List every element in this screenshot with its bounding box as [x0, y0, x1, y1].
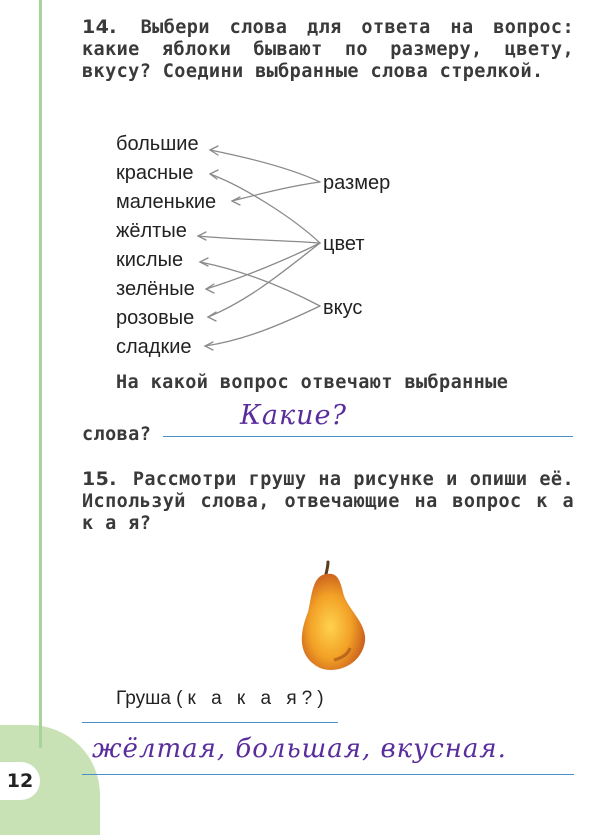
- arrowhead-zelenye: [206, 284, 214, 293]
- answer-line-15b: [82, 774, 574, 775]
- arrow-tsvet-zelenye: [206, 243, 320, 289]
- category-tsvet: цвет: [323, 233, 365, 255]
- arrowhead-kislye: [200, 258, 208, 266]
- word-zelenye: зелёные: [116, 278, 195, 300]
- arrow-razmer-malenkie: [232, 182, 320, 201]
- word-kislye: кислые: [116, 249, 184, 271]
- arrowhead-malenkie: [232, 197, 240, 205]
- word-sladkie: сладкие: [116, 336, 192, 358]
- word-bolshie: большие: [116, 133, 199, 155]
- pear-picture: [284, 560, 374, 675]
- word-rozovye: розовые: [116, 307, 195, 329]
- task-15-instructions: [82, 468, 574, 535]
- category-vkus: вкус: [323, 297, 363, 319]
- category-razmer: размер: [323, 172, 391, 194]
- word-krasnye: красные: [116, 162, 194, 184]
- task-15-text: Рассмотри грушу на рисунке и опиши её. Используй слова, отвечающие на вопрос к а к а я?: [82, 469, 574, 534]
- answer-line-14: [163, 436, 573, 437]
- pear-icon: [284, 560, 374, 675]
- pear-label: [116, 688, 329, 710]
- arrow-vkus-sladkie: [205, 306, 320, 346]
- task-14-number: 14.: [82, 16, 117, 38]
- task-15-number: 15.: [82, 468, 117, 490]
- task-14-question-line2: слова?: [82, 424, 152, 445]
- answer-line-15a: [82, 722, 338, 723]
- word-zheltye: жёлтые: [116, 220, 187, 242]
- handwritten-answer-14: Какие?: [240, 400, 347, 431]
- task-14-text: Выбери слова для ответа на вопрос: какие яблоки бывают по размеру, цвету, вкусу? Соедини выбранные слова стрелкой.: [82, 17, 574, 82]
- arrow-razmer-bolshie: [210, 150, 320, 182]
- arrow-tsvet-zheltye: [198, 236, 320, 243]
- arrowhead-rozovye: [208, 312, 216, 321]
- task-14-question-line1: На какой вопрос отвечают выбранные: [116, 372, 509, 393]
- handwritten-answer-15: жёлтая, большая, вкусная.: [92, 734, 507, 764]
- arrowhead-krasnye: [210, 170, 218, 179]
- pear-label-question: (к а к а я?): [176, 688, 329, 709]
- arrow-vkus-kislye: [200, 262, 320, 306]
- page-number: 12: [0, 762, 40, 800]
- pear-label-start: Груша: [116, 688, 171, 709]
- word-malenkie: маленькие: [116, 191, 217, 213]
